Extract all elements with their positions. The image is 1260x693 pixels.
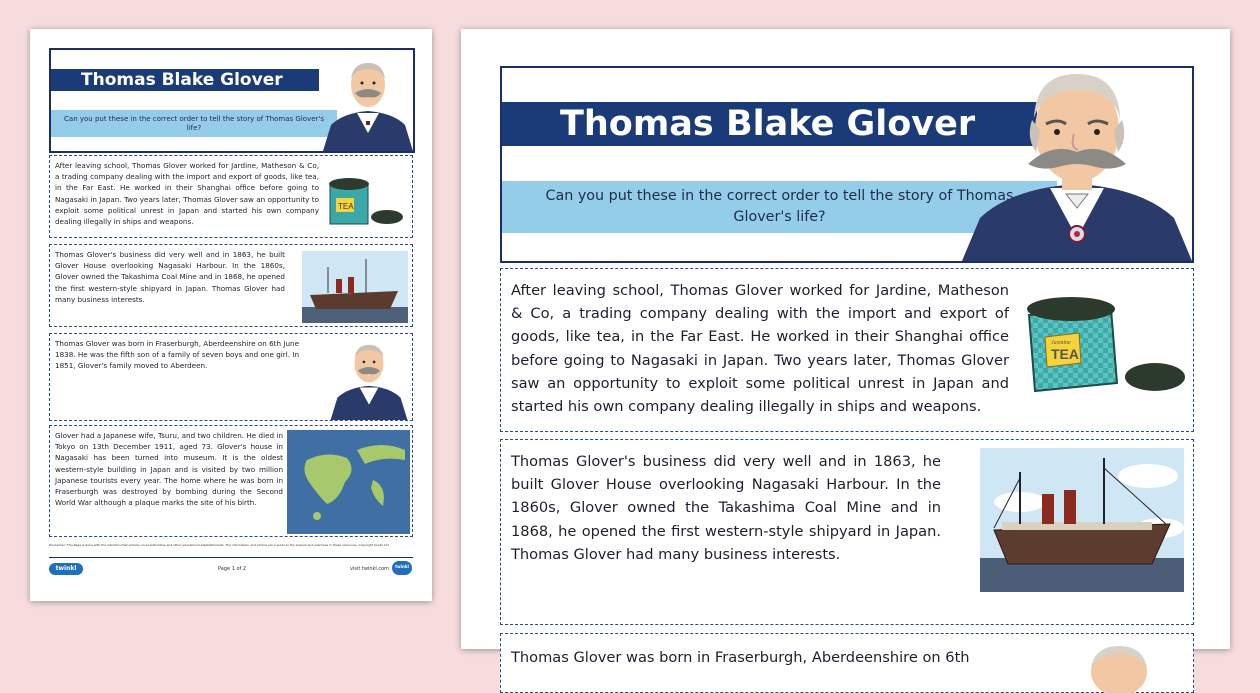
thumb-card-1-text: After leaving school, Thomas Glover worked for Jardine, Matheson & Co, a trading company dealing with the import and export of goods, like tea, in the Far East. He worked in their Shanghai office before going to Nagasaki in Japan. Two years later, Thomas Glover saw an opportunity to exploit some political unrest in Japan and started his own company dealing illegally in ships and weapons. <box>55 161 319 227</box>
thumb-card-3 <box>49 333 413 421</box>
twinkl-logo: twinkl <box>49 563 83 575</box>
big-card-3 <box>500 633 1194 693</box>
thumb-card-4 <box>49 425 413 537</box>
website-link[interactable]: visit twinkl.com <box>350 566 390 572</box>
thumb-subtitle: Can you put these in the correct order to tell the story of Thomas Glover's life? <box>51 110 337 137</box>
steamship-picture-large <box>980 448 1184 592</box>
twinkl-badge: twinkl <box>392 561 412 575</box>
glover-portrait-small <box>328 338 410 420</box>
steamship-picture <box>302 251 408 323</box>
thumb-card-2-text: Thomas Glover's business did very well and in 1863, he built Glover House overlooking Nagasaki Harbour. In the 1860s, Glover owned the Takashima Coal Mine and in 1868, he opened the first western-style shipyard in Japan. Thomas Glover had many business interests. <box>55 250 285 304</box>
footer-divider <box>49 557 413 558</box>
thumb-card-3-text: Thomas Glover was born in Fraserburgh, Aberdeenshire on 6th June 1838. He was the fifth son of a family of seven boys and one girl. In 1851, Glover's family moved to Aberdeen. <box>55 339 299 371</box>
big-card-2 <box>500 439 1194 625</box>
svg-text:TEA: TEA <box>1051 346 1079 362</box>
thumb-card-4-text: Glover had a Japanese wife, Tsuru, and two children. He died in Tokyo on 13th December 1911, aged 73. Glover's house in Nagasaki has been turned into museum. It is the oldest western-style building in Japan and is visited by two million Japanese tourists every year. The home where he was born in Fraserburgh was destroyed by bombing during the Second World War although a plaque marks the site of his birth. <box>55 431 283 508</box>
big-title: Thomas Blake Glover <box>502 100 1037 148</box>
tea-box-icon <box>322 172 406 227</box>
big-card-2-text: Thomas Glover's business did very well and in 1863, he built Glover House overlooking Nagasaki Harbour. In the 1860s, Glover owned the Takashima Coal Mine and in 1868, he opened the first western-style shipyard in Japan. Thomas Glover had many business interests. <box>511 453 941 563</box>
svg-text:Jasmine: Jasmine <box>1051 340 1071 346</box>
thumb-title: Thomas Blake Glover <box>51 68 319 92</box>
thumb-card-1 <box>49 155 413 238</box>
glover-portrait-large <box>962 68 1192 261</box>
worksheet-thumbnail <box>30 29 432 601</box>
thumb-card-2 <box>49 244 413 327</box>
big-card-1-text: After leaving school, Thomas Glover worked for Jardine, Matheson & Co, a trading company dealing with the import and export of goods, like tea, in the Far East. He worked in their Shanghai office before going to Nagasaki in Japan. Two years later, Thomas Glover saw an opportunity to exploit some political unrest in Japan and started his own company dealing illegally in ships and weapons. <box>511 282 1009 416</box>
big-subtitle: Can you put these in the correct order to tell the story of Thomas Glover's life? <box>502 181 1057 233</box>
disclaimer-text: Disclaimer: This Page is done with the intention that schools, local authorities and other educational establishments. The information and photos are a guide to the subject and exercises in these resources. Copyright twinkl Ltd <box>49 543 389 547</box>
worksheet-zoomed <box>461 29 1230 666</box>
big-card-3-text: Thomas Glover was born in Fraserburgh, Aberdeenshire on 6th <box>511 649 970 666</box>
svg-text:TEA: TEA <box>338 202 354 211</box>
thumb-header <box>49 48 415 153</box>
japan-map-picture <box>287 430 410 534</box>
big-card-1 <box>500 268 1194 432</box>
glover-portrait-partial <box>1079 642 1159 682</box>
big-header <box>500 66 1194 263</box>
tea-box-icon-large <box>1023 293 1188 403</box>
page-number: Page 1 of 2 <box>218 566 247 572</box>
glover-portrait <box>323 55 413 151</box>
